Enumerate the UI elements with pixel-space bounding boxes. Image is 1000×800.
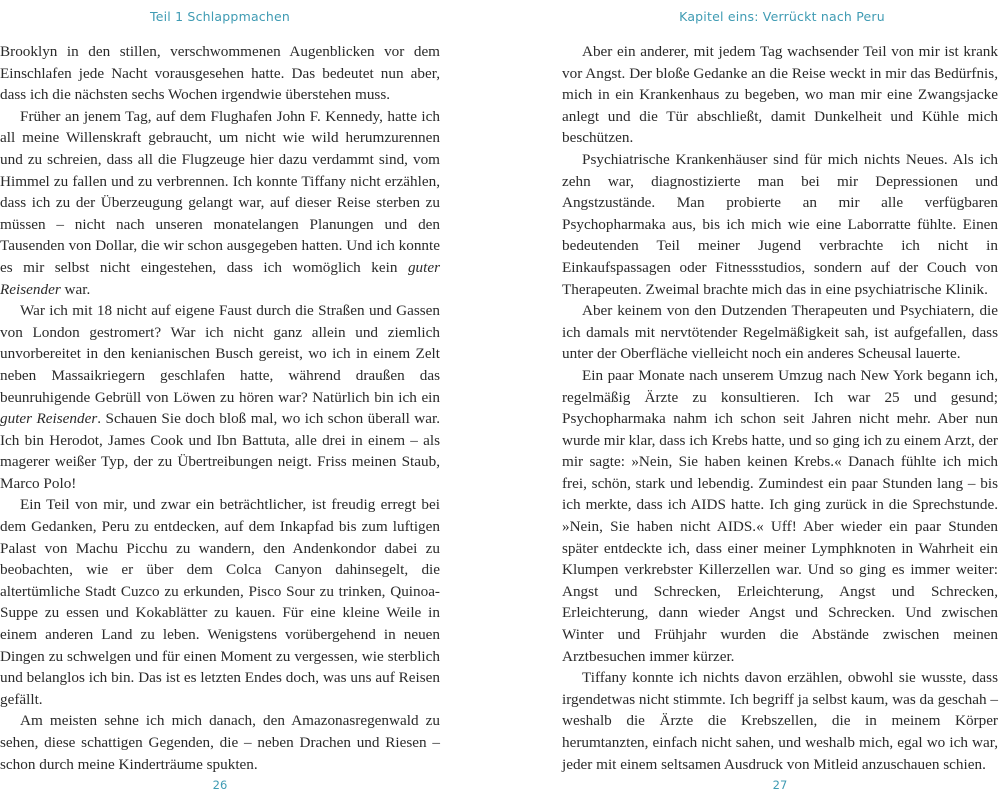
- paragraph: Ein paar Monate nach unserem Umzug nach New York begann ich, regelmäßig Ärzte zu konsultieren. Ich war 25 und gesund; Psychopharmaka nahm ich schon seit Jahren nicht mehr. Aber nun wurde mir klar, dass ich Krebs hatte, und so ging ich zu einem Arzt, der mir sagte: »Nein, Sie haben keinen Krebs.« Danach fühlte ich mich frei, schön, stark und lebendig. Zumindest ein paar Stunden lang – bis ich merkte, dass ich AIDS hatte. Ich ging zurück in die Sprechstunde. »Nein, Sie haben nicht AIDS.« Uff! Aber wieder ein paar Stunden später entdeckte ich, dass einer meiner Lymphknoten in Wahrheit ein Klumpen verkrebster Killerzellen war. Und so ging es immer weiter: Angst und Schrecken, Erleichterung, Angst und Schrecken, Erleichterung, dann wieder Angst und Schrecken. Und zwischen Winter und Frühjahr wurden die Abstände zwischen meinen Arztbesuchen immer kürzer.: [562, 366, 998, 665]
- paragraph: Brooklyn in den stillen, verschwommenen Augenblicken vor dem Einschlafen jede Nacht vorausgesehen hatte. Das bedeutet nun aber, dass ich die nächsten sechs Wochen irgendwie überstehen muss.: [0, 43, 440, 104]
- emphasis: guter Reisender: [0, 410, 98, 428]
- paragraph: Psychiatrische Krankenhäuser sind für mich nichts Neues. Als ich zehn war, diagnostizierte man bei mir Depressionen und Angstzustände. Man probierte an mir alle verfügbaren Psychopharmaka aus, bis ich mich wie eine Laborratte fühlte. Einen bedeutenden Teil meiner Jugend verbrachte ich nicht in Einkaufspassagen oder Fitnessstudios, sondern auf der Couch von Therapeuten. Zweimal brachte mich das in eine psychiatrische Klinik.: [562, 150, 998, 298]
- paragraph-text: Früher an jenem Tag, auf dem Flughafen John F. Kennedy, hatte ich all meine Willenskraft gebraucht, um nicht wie wild herumzurennen und zu schreien, dass all die Flugzeuge hier dazu verdammt sind, vom Himmel zu fallen und zu verbrennen. Ich konnte Tiffany nicht erzählen, dass ich zu der Überzeugung gelangt war, auf dieser Reise sterben zu müssen – nicht nach unseren monatelangen Planungen und den Tausenden von Dollar, die wir schon ausgegeben hatten. Und ich konnte es mir selbst nicht eingestehen, dass ich womöglich kein: [0, 107, 440, 276]
- right-page-body: [562, 41, 998, 775]
- paragraph: Am meisten sehne ich mich danach, den Amazonasregenwald zu sehen, diese schattigen Gegenden, die – neben Drachen und Riesen – schon durch meine Kinderträume spukten.: [0, 712, 440, 773]
- left-running-head: Teil 1 Schlappmachen: [149, 9, 291, 24]
- emphasis: guter Reisender: [0, 258, 441, 298]
- left-page-number: 26: [212, 778, 228, 792]
- right-running-head: Kapitel eins: Verrückt nach Peru: [679, 9, 885, 24]
- right-page-number: 27: [772, 778, 788, 792]
- paragraph: Tiffany konnte ich nichts davon erzählen, obwohl sie wusste, dass irgendetwas nicht stimmte. Ich begriff ja selbst kaum, was da geschah – weshalb die Ärzte die Krebszellen, die in meinem Körper herumtanzten, einfach nicht sahen, und weshalb mich, egal wo ich war, jeder mit einem seltsamen Ausdruck von Mitleid anzuschauen schien.: [562, 669, 998, 773]
- paragraph-text: war.: [64, 280, 91, 298]
- left-page-body: [0, 41, 440, 775]
- paragraph: Ein Teil von mir, und zwar ein beträchtlicher, ist freudig erregt bei dem Gedanken, Peru zu entdecken, auf dem Inkapfad bis zum luftigen Palast von Machu Picchu zu wandern, den Andenkondor dabei zu beobachten, wie er über dem Colca Canyon dahinsegelt, die altertümliche Stadt Cuzco zu erkunden, Pisco Sour zu trinken, Quinoa-Suppe zu essen und Kokablätter zu kauen. Für eine kleine Weile in einem anderen Land zu leben. Wenigstens vorübergehend in neuen Dingen zu schwelgen und für einen Moment zu vergessen, wie sterblich und belanglos ich bin. Das ist es letzten Endes doch, was uns auf Reisen gefällt.: [0, 496, 440, 708]
- left-page: [0, 0, 440, 800]
- paragraph: Aber keinem von den Dutzenden Therapeuten und Psychiatern, die ich damals mit nervtötender Regelmäßigkeit sah, ist aufgefallen, dass unter der Oberfläche vielleicht noch ein anderes Scheusal lauerte.: [562, 302, 998, 363]
- paragraph-text: War ich mit 18 nicht auf eigene Faust durch die Straßen und Gassen von London gestromert? War ich nicht ganz allein und ziemlich unvorbereitet in den kenianischen Busch gereist, wo ich in einem Zelt neben Massaikriegern geschlafen hatte, während draußen das beunruhigende Gebrüll von Löwen zu hören war? Natürlich bin ich ein: [0, 302, 440, 406]
- paragraph-text: . Schauen Sie doch bloß mal, wo ich schon überall war. Ich bin Herodot, James Cook und Ibn Battuta, alle drei in einem – als magerer weißer Typ, der zu Übertreibungen neigt. Friss meinen Staub, Marco Polo!: [0, 410, 440, 492]
- paragraph: Aber ein anderer, mit jedem Tag wachsender Teil von mir ist krank vor Angst. Der bloße Gedanke an die Reise weckt in mir das Bedürfnis, mich in ein Krankenhaus zu begeben, wo man mir eine Zwangsjacke anlegt und die Tür abschließt, damit Dunkelheit und Kühle mich beschützen.: [562, 43, 998, 147]
- paragraph: [0, 106, 440, 300]
- right-page: [562, 0, 998, 800]
- paragraph: [0, 300, 440, 494]
